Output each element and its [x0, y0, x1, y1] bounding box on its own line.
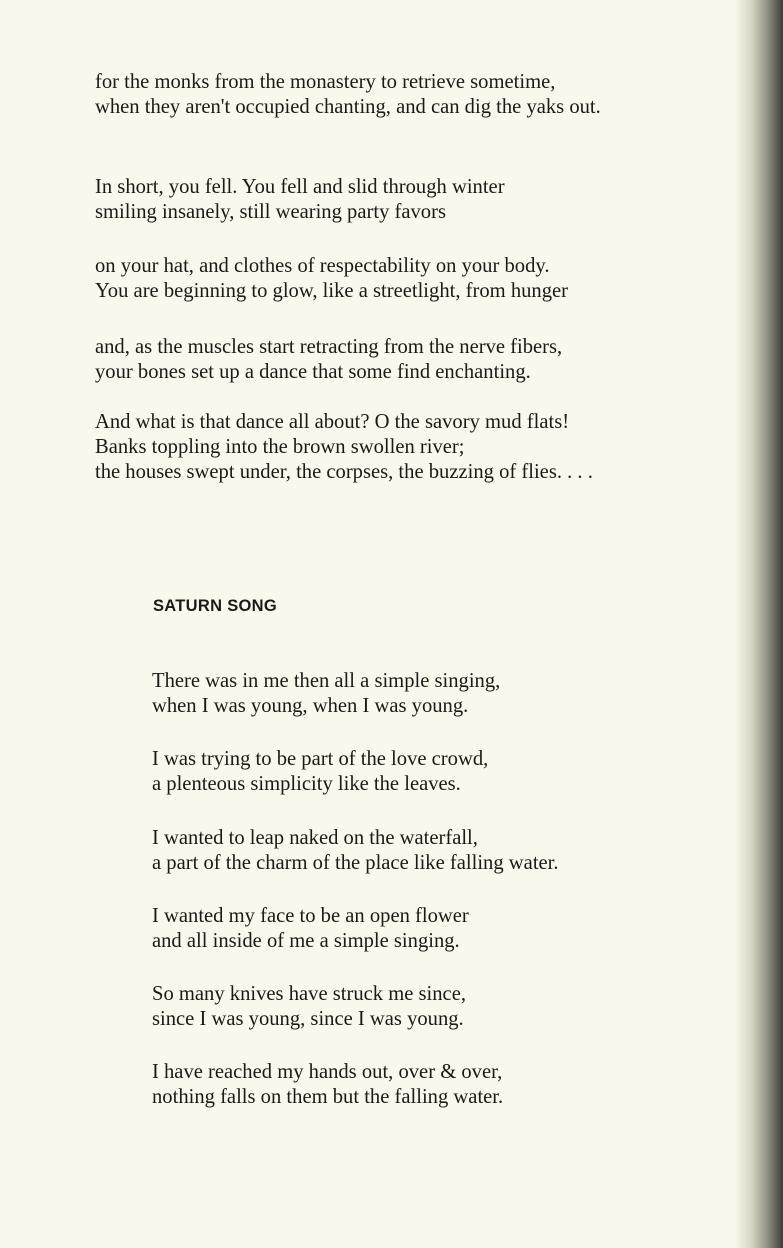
poem-line: I have reached my hands out, over & over, — [152, 1061, 503, 1083]
poem-line: I was trying to be part of the love crowd, — [152, 748, 489, 770]
book-binding-shadow — [735, 0, 783, 1248]
stanza — [152, 669, 500, 719]
poem-line: a plenteous simplicity like the leaves. — [152, 773, 461, 795]
poem-title: SATURN SONG — [153, 597, 277, 615]
poem-line: smiling insanely, still wearing party favors — [95, 201, 446, 223]
poem-line: when they aren't occupied chanting, and can dig the yaks out. — [95, 96, 601, 118]
stanza — [95, 335, 562, 385]
poem-line: a part of the charm of the place like falling water. — [152, 852, 559, 874]
stanza — [152, 904, 469, 954]
stanza — [95, 254, 568, 304]
poem-line: You are beginning to glow, like a streetlight, from hunger — [95, 280, 569, 302]
poem-line: Banks toppling into the brown swollen river; — [95, 436, 465, 458]
stanza — [95, 70, 601, 120]
poem-line: when I was young, when I was young. — [152, 695, 469, 717]
stanza — [152, 747, 488, 797]
stanza — [152, 1060, 503, 1110]
poem-line: There was in me then all a simple singing, — [152, 670, 501, 692]
poem-line: on your hat, and clothes of respectability on your body. — [95, 255, 550, 277]
stanza — [152, 826, 559, 876]
stanza — [95, 175, 505, 225]
poem-line: nothing falls on them but the falling water. — [152, 1086, 504, 1108]
poem-line: the houses swept under, the corpses, the buzzing of flies. . . . — [95, 461, 593, 483]
poem-line: In short, you fell. You fell and slid through winter — [95, 176, 505, 198]
stanza — [95, 410, 593, 485]
poem-line: for the monks from the monastery to retrieve sometime, — [95, 71, 556, 93]
poem-line: and, as the muscles start retracting from the nerve fibers, — [95, 336, 563, 358]
poem-line: I wanted to leap naked on the waterfall, — [152, 827, 478, 849]
poem-line: I wanted my face to be an open flower — [152, 905, 469, 927]
poem-line: your bones set up a dance that some find enchanting. — [95, 361, 531, 383]
poem-line: So many knives have struck me since, — [152, 983, 466, 1005]
stanza — [152, 982, 466, 1032]
poem-line: and all inside of me a simple singing. — [152, 930, 460, 952]
poem-line: since I was young, since I was young. — [152, 1008, 464, 1030]
poem-line: And what is that dance all about? O the savory mud flats! — [95, 411, 570, 433]
